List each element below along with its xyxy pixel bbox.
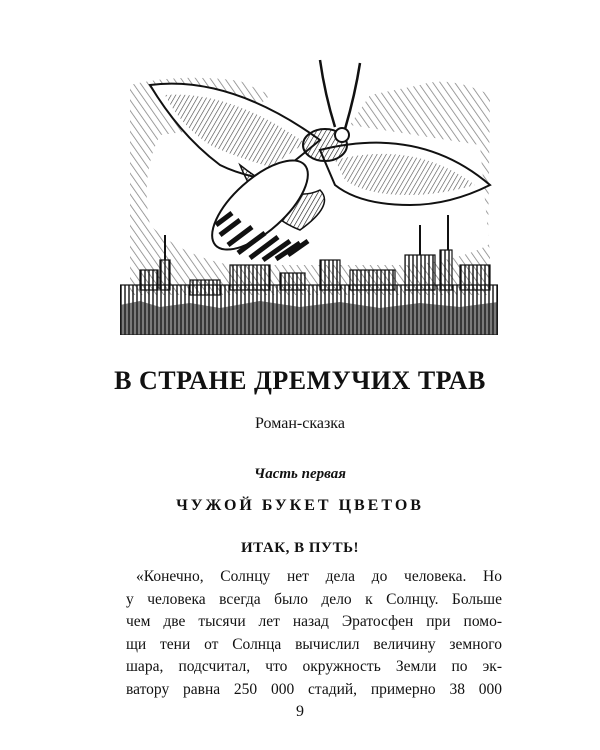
body-line: шара, подсчитал, что окружность Земли по эк-	[126, 658, 502, 675]
body-line: у человека всегда было дело к Солнцу. Больше	[126, 590, 502, 608]
part-label: Часть первая	[254, 466, 346, 482]
chapter-title: ИТАК, В ПУТЬ!	[241, 540, 359, 556]
antenna-left	[320, 60, 335, 127]
book-title: В СТРАНЕ ДРЕМУЧИХ ТРАВ	[114, 366, 486, 395]
body-line: ватору равна 250 000 стадий, примерно 38 000	[126, 680, 502, 698]
body-text	[126, 566, 502, 701]
moth-over-city-illustration	[120, 55, 498, 335]
body-line: щи тени от Солнца вычислил величину земного	[126, 635, 502, 653]
part-title: ЧУЖОЙ БУКЕТ ЦВЕТОВ	[176, 497, 424, 514]
body-line: «Конечно, Солнцу нет дела до человека. Но	[136, 568, 502, 585]
book-subtitle: Роман-сказка	[255, 415, 345, 432]
page-number: 9	[296, 703, 304, 720]
body-line: чем две тысячи лет назад Эратосфен при помо-	[126, 613, 502, 630]
